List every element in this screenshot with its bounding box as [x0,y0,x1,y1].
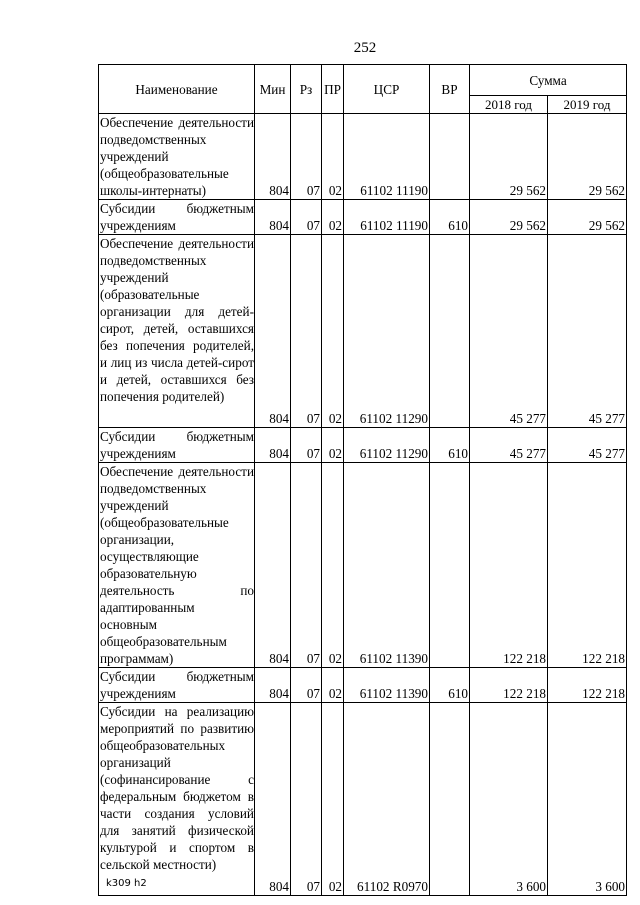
header-row [99,65,627,96]
row-vr [430,463,470,668]
row-2019: 122 218 [548,668,627,703]
footer-code: k309 h2 [106,878,147,889]
row-2018: 3 600 [470,703,548,896]
row-pr: 02 [322,114,344,200]
row-csr: 61102 11190 [344,200,430,235]
row-vr [430,114,470,200]
row-rz: 07 [291,428,322,463]
row-pr: 02 [322,463,344,668]
row-rz: 07 [291,463,322,668]
header-vr: ВР [430,65,470,114]
row-vr [430,235,470,428]
row-min: 804 [255,428,291,463]
row-rz: 07 [291,114,322,200]
row-name: Обеспечение деятельности подведомственных учреждений (образовательные организации для детей-сирот, детей, оставшихся без попечения родителей, и лиц из числа детей-сирот и детей, оставшихся без попечения родителей) [99,235,255,428]
row-min: 804 [255,114,291,200]
row-vr: 610 [430,428,470,463]
row-csr: 61102 11290 [344,235,430,428]
row-name: Субсидии бюджетным учреждениям [100,669,254,701]
row-min: 804 [255,463,291,668]
row-2019: 45 277 [548,428,627,463]
header-min: Мин [255,65,291,114]
row-2019: 29 562 [548,200,627,235]
header-pr: ПР [322,65,344,114]
row-2018: 29 562 [470,200,548,235]
row-2019: 45 277 [548,235,627,428]
row-csr: 61102 R0970 [344,703,430,896]
table-row [99,703,627,896]
header-rz: Рз [291,65,322,114]
table-row [99,428,627,463]
table-row [99,668,627,703]
row-2018: 122 218 [470,463,548,668]
row-rz: 07 [291,703,322,896]
row-name: Субсидии бюджетным учреждениям [100,201,254,233]
row-2018: 122 218 [470,668,548,703]
row-name: Обеспечение деятельности подведомственных учреждений (общеобразовательные школы-интернаты) [100,115,254,198]
row-min: 804 [255,668,291,703]
row-rz: 07 [291,668,322,703]
row-rz: 07 [291,235,322,428]
table-row [99,114,627,200]
row-pr: 02 [322,200,344,235]
table-row [99,235,627,428]
table-row [99,463,627,668]
row-csr: 61102 11290 [344,428,430,463]
budget-table-container [98,64,626,896]
row-pr: 02 [322,703,344,896]
row-min: 804 [255,703,291,896]
row-vr: 610 [430,200,470,235]
row-min: 804 [255,235,291,428]
header-sum: Сумма [470,65,627,96]
header-year-2019: 2019 год [548,96,627,114]
row-pr: 02 [322,235,344,428]
row-rz: 07 [291,200,322,235]
row-2018: 45 277 [470,235,548,428]
row-min: 804 [255,200,291,235]
row-name: Обеспечение деятельности подведомственных учреждений (общеобразовательные организации, осуществляющие образовательную деятельность по адаптированным основным общеобразовательным программам) [100,464,254,666]
row-pr: 02 [322,428,344,463]
row-2019: 29 562 [548,114,627,200]
row-vr [430,703,470,896]
table-row [99,200,627,235]
row-pr: 02 [322,668,344,703]
header-year-2018: 2018 год [470,96,548,114]
row-2018: 45 277 [470,428,548,463]
budget-table [98,64,627,896]
row-name: Субсидии на реализацию мероприятий по развитию общеобразовательных организаций (софинансирование с федеральным бюджетом в части создания условий для занятий физической культурой и спортом в сельской местности) [99,703,255,896]
header-csr: ЦСР [344,65,430,114]
row-2019: 122 218 [548,463,627,668]
row-2018: 29 562 [470,114,548,200]
row-2019: 3 600 [548,703,627,896]
row-name: Субсидии бюджетным учреждениям [100,429,254,461]
row-csr: 61102 11390 [344,463,430,668]
header-name: Наименование [99,65,255,114]
row-vr: 610 [430,668,470,703]
row-csr: 61102 11390 [344,668,430,703]
page-number: 252 [353,40,377,56]
row-csr: 61102 11190 [344,114,430,200]
